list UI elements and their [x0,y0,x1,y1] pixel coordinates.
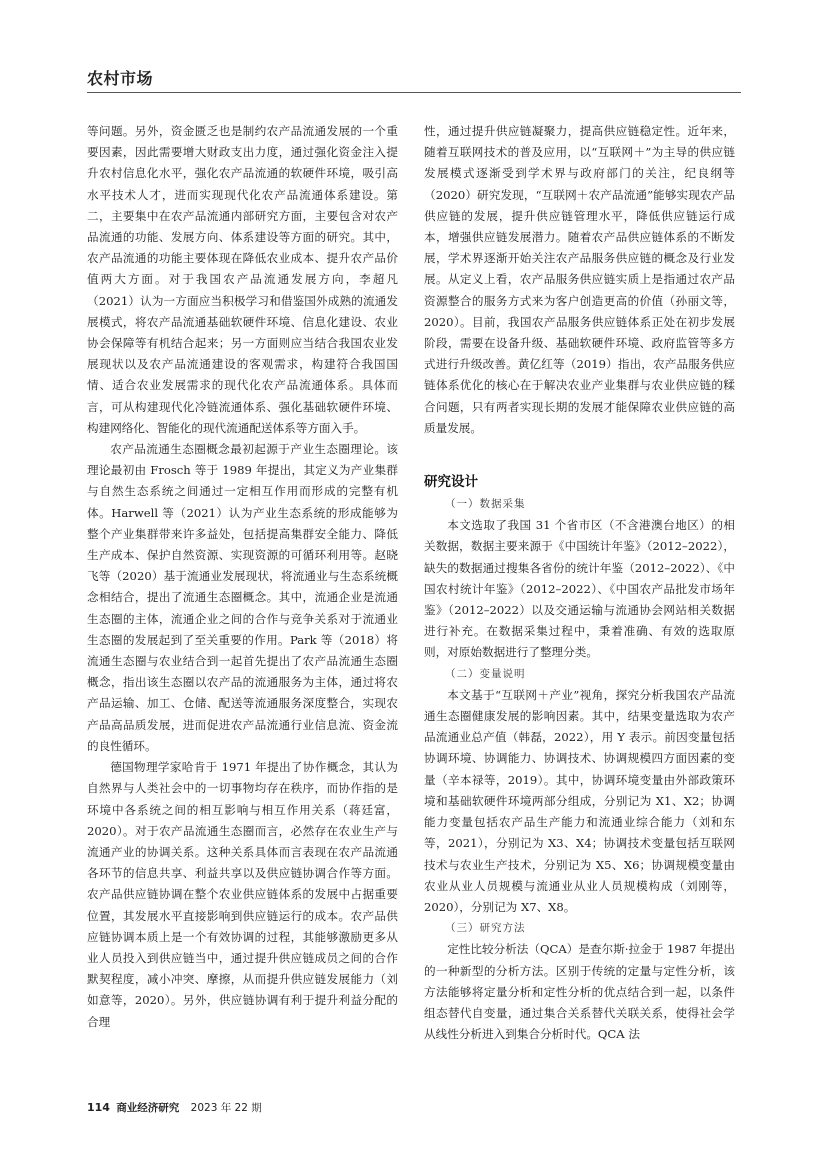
subsection-heading: （二）变量说明 [445,667,526,680]
section-header-title: 农村市场 [87,69,154,88]
body-paragraph: 等问题。另外，资金匮乏也是制约农产品流通发展的一个重要因素，因此需要增大财政支出力度，通过强化资金注入提升农村信息化水平，强化农产品流通的软硬件环境，吸引高水平技术人才，进而实现现代化农产品流通体系建设。第二，主要集中在农产品流通内部研究方面，主要包含对农产品流通的功能、发展方向、体系建设等方面的研究。其中，农产品流通的功能主要体现在降低农业成本、提升农产品价值两大方面。对于我国农产品流通发展方向，李超凡（2021）认为一方面应当积极学习和借鉴国外成熟的流通发展模式，将农产品流通基础软硬件环境、信息化建设、农业协会保障等有机结合起来；另一方面则应当结合我国农业发展现状以及农产品流通建设的客观需求，构建符合我国国情、适合农业发展需求的现代化农产品流通体系。具体而言，可从构建现代化冷链流通体系、强化基础软硬件环境、构建网络化、智能化的现代流通配送体系等方面入手。 [87,124,398,435]
body-paragraph: 定性比较分析法（QCA）是查尔斯·拉金于 1987 年提出的一种新型的分析方法。区别于传统的定量与定性分析，该方法能够将定量分析和定性分析的优点结合到一起，以条件组态替代自变量，通过集合关系替代关联关系，使得社会学从线性分析进入到集合分析时代。QCA 法 [424,942,735,1042]
body-paragraph: 农产品流通生态圈概念最初起源于产业生态圈理论。该理论最初由 Frosch 等于 1989 年提出，其定义为产业集群与自然生态系统之间通过一定相互作用而形成的完整有机体。Harwell 等（2021）认为产业生态系统的形成能够为整个产业集群带来许多益处，包括提高集群安全能力、降低生产成本、保护自然资源、实现资源的可循环利用等。赵晓飞等（2020）基于流通业发展现状，将流通业与生态系统概念相结合，提出了流通生态圈概念。其中，流通企业是流通生态圈的主体，流通企业之间的合作与竞争关系对于流通业生态圈的发展起到了至关重要的作用。Park 等（2018）将流通生态圈与农业结合到一起首先提出了农产品流通生态圈概念，指出该生态圈以农产品的流通服务为主体，通过将农产品运输、加工、仓储、配送等流通服务深度整合，实现农产品高品质发展，进而促进农产品流通行业信息流、资金流的良性循环。 [87,442,398,753]
header-rule [87,92,741,93]
subsection-heading: （三）研究方法 [445,922,526,935]
body-paragraph: 德国物理学家哈肯于 1971 年提出了协作概念，其认为自然界与人类社会中的一切事物均存在秩序，而协作指的是环境中各系统之间的相互影响与相互作用关系（蒋廷富，2020）。对于农产品流通生态圈而言，必然存在农业生产与流通产业的协调关系。这种关系具体而言表现在农产品流通各环节的信息共享、利益共享以及供应链协调合作等方面。农产品供应链协调在整个农业供应链体系的发展中占据重要位置，其发展水平直接影响到供应链运行的成本。农产品供应链协调本质上是一个有效协调的过程，其能够激励更多从业人员投入到供应链当中，通过提升供应链成员之间的合作默契程度，减小冲突、摩擦，从而提升供应链发展能力（刘如意等，2020）。另外，供应链协调有利于提升利益分配的合理 [87,760,398,1029]
body-paragraph: 本文基于“互联网＋产业”视角，探究分析我国农产品流通生态圈健康发展的影响因素。其中，结果变量选取为农产品流通业总产值（韩磊，2022），用 Y 表示。前因变量包括协调环境、协调能力、协调技术、协调规模四方面因素的变量（辛本禄等，2019）。其中，协调环境变量由外部政策环境和基础软硬件环境两部分组成，分别记为 X1、X2；协调能力变量包括农产品生产能力和流通业综合能力（刘和东等，2021），分别记为 X3、X4；协调技术变量包括互联网技术与农业生产技术，分别记为 X5、X6；协调规模变量由农业从业人员规模与流通业从业人员规模构成（刘刚等，2020），分别记为 X7、X8。 [424,687,735,914]
left-column [87,121,398,1033]
body-paragraph: 本文选取了我国 31 个省市区（不含港澳台地区）的相关数据，数据主要来源于《中国统计年鉴》（2012–2022），缺失的数据通过搜集各省份的统计年鉴（2012–2022）、《中国农村统计年鉴》（2012–2022）、《中国农产品批发市场年鉴》（2012–2022）以及交通运输与流通协会网站相关数据进行补充。在数据采集过程中，秉着准确、有效的选取原则，对原始数据进行了整理分类。 [424,518,735,660]
page-footer [87,1100,262,1115]
body-paragraph: 性，通过提升供应链凝聚力，提高供应链稳定性。近年来，随着互联网技术的普及应用，以“互联网＋”为主导的供应链发展模式逐渐受到学术界与政府部门的关注，纪良纲等（2020）研究发现，“互联网＋农产品流通”能够实现农产品供应链的发展，提升供应链管理水平，降低供应链运行成本，增强供应链发展潜力。随着农产品供应链体系的不断发展，学术界逐渐开始关注农产品服务供应链的概念及行业发展。从定义上看，农产品服务供应链实质上是指通过农产品资源整合的服务方式来为客户创造更高的价值（孙丽文等，2020）。目前，我国农产品服务供应链体系正处在初步发展阶段，需要在设备升级、基础软硬件环境、政府监管等多方式进行升级改善。黄亿红等（2019）指出，农产品服务供应链体系优化的核心在于解决农业产业集群与农业供应链的糅合问题，只有两者实现长期的发展才能保障农业供应链的高质量发展。 [424,124,735,435]
journal-name: 商业经济研究 [116,1102,180,1114]
subsection-heading: （一）数据采集 [445,498,526,511]
section-heading: 研究设计 [424,474,478,491]
issue-label: 2023 年 22 期 [190,1102,262,1114]
page-number: 114 [87,1101,110,1114]
right-column [424,121,735,1045]
